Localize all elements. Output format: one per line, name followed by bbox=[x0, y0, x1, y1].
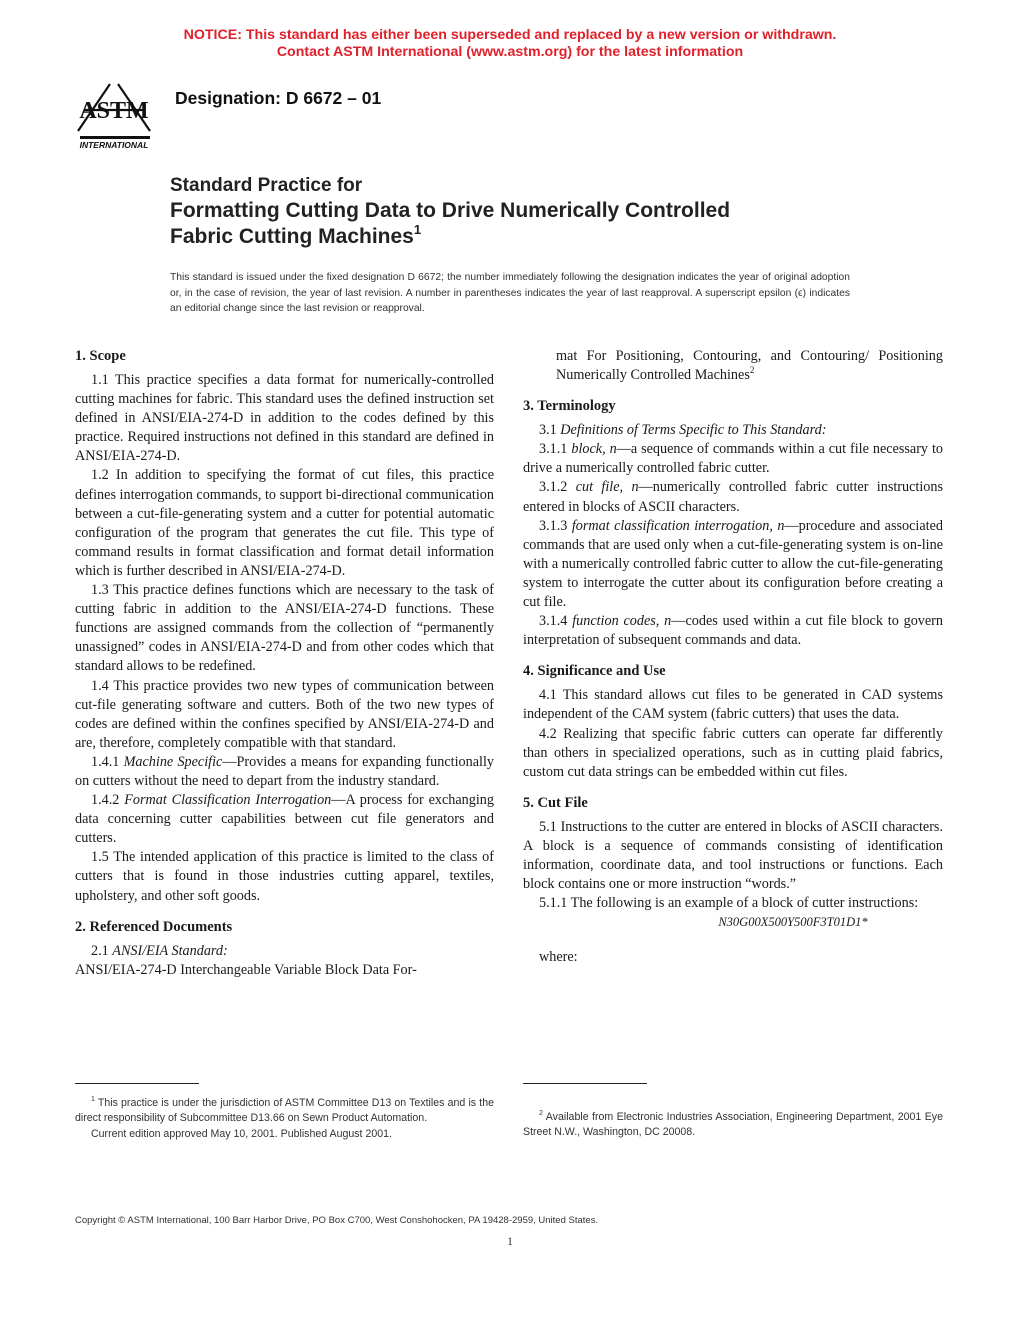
para-1-5: 1.5 The intended application of this practice is limited to the class of cutters that is found in those industries cutting apparel, textiles, upholstery, and other soft goods. bbox=[75, 849, 494, 904]
para-1-2: 1.2 In addition to specifying the format of cut files, this practice defines interrogation commands, to support bi-directional communication between a cut-file-generating system and a cutter for potential automatic configuration of the program that generates the cut file. This type of command results in format classification and format detail information which is further described in ANSI/EIA-274-D. bbox=[75, 467, 494, 579]
para-1-4-1 bbox=[75, 753, 494, 791]
para-1-4: 1.4 This practice provides two new types of communication between cut-file generating software and cutters. Both of the two new types of codes are defined within the confines specified by ANSI/EIA-274-D and are, therefore, completely compatible with that standard. bbox=[75, 677, 494, 751]
para-1-4-2 bbox=[75, 791, 494, 848]
para-3-1-4-term: function codes, n bbox=[572, 613, 672, 630]
ref-continuation bbox=[523, 347, 943, 385]
para-3-1-1-term: block, n bbox=[571, 441, 617, 458]
footnote-rule-right bbox=[523, 1083, 647, 1084]
para-3-1-4 bbox=[523, 612, 943, 650]
astm-logo bbox=[66, 76, 162, 152]
right-column bbox=[523, 347, 943, 967]
para-4-1: 4.1 This standard allows cut files to be generated in CAD systems independent of the CAM system (fabric cutters) that uses the data. bbox=[523, 687, 943, 723]
document-title bbox=[170, 174, 930, 250]
para-3-1-3-term: format classification interrogation, n bbox=[571, 517, 785, 534]
para-3-1-num: 3.1 bbox=[539, 422, 557, 439]
para-3-1-4-text: —codes used within a cut file block to govern interpretation of subsequent commands and data. bbox=[523, 613, 943, 649]
para-2-1-term: ANSI/EIA Standard: bbox=[112, 942, 228, 959]
para-1-4-2-num: 1.4.2 bbox=[91, 792, 120, 809]
para-4-2: 4.2 Realizing that specific fabric cutters can operate far differently than others in specialized operations, such as in cutting plaid fabrics, custom cut data strings can be embedded within cut files. bbox=[523, 725, 943, 780]
title-line-2: Formatting Cutting Data to Drive Numerically Controlled bbox=[170, 199, 731, 222]
logo-text: ASTM bbox=[79, 98, 149, 124]
footnote-1-mark: 1 bbox=[91, 1096, 95, 1103]
para-3-1-term: Definitions of Terms Specific to This Standard: bbox=[560, 422, 827, 439]
ref-ansi-eia-274-d: ANSI/EIA-274-D Interchangeable Variable Block Data For- bbox=[75, 961, 417, 978]
para-1-4-1-text: —Provides a means for expanding functionally on cutters without the need to depart from the industry standard. bbox=[75, 753, 495, 789]
title-line-1: Standard Practice for bbox=[170, 175, 363, 196]
footnote-1-edition: Current edition approved May 10, 2001. Published August 2001. bbox=[91, 1127, 392, 1140]
title-line-3 bbox=[170, 224, 930, 250]
section-2-heading: 2. Referenced Documents bbox=[75, 918, 233, 935]
para-1-4-1-num: 1.4.1 bbox=[91, 753, 120, 770]
para-3-1-3-num: 3.1.3 bbox=[539, 517, 568, 534]
withdrawal-notice bbox=[0, 27, 1020, 61]
para-1-4-1-term: Machine Specific bbox=[123, 753, 223, 770]
section-1-heading: 1. Scope bbox=[75, 348, 126, 364]
para-1-1: 1.1 This practice specifies a data format for numerically-controlled cutting machines for fabric. This standard uses the defined instruction set defined in ANSI/EIA-274-D in addition to the codes defined by this practice. Required instructions not defined in this standard are defined in ANSI/EIA-274-D. bbox=[75, 372, 494, 465]
where-label: where: bbox=[539, 949, 578, 966]
para-1-4-2-term: Format Classification Interrogation bbox=[124, 792, 332, 809]
section-3-heading: 3. Terminology bbox=[523, 398, 616, 415]
para-3-1-3 bbox=[523, 517, 943, 612]
footnote-2-mark: 2 bbox=[539, 1110, 543, 1117]
title-line-3-text: Fabric Cutting Machines bbox=[170, 225, 414, 248]
footnote-1 bbox=[75, 1096, 494, 1142]
notice-line-1: NOTICE: This standard has either been superseded and replaced by a new version or withdrawn. bbox=[183, 27, 837, 43]
para-3-1-1 bbox=[523, 440, 943, 478]
issue-note: This standard is issued under the fixed designation D 6672; the number immediately following the designation indicates the year of original adoption or, in the case of revision, the year of last revision. A number in parentheses indicates the year of last reapproval. A superscript epsilon (ϵ) indicates an editorial change since the last revision or reapproval. bbox=[170, 272, 850, 314]
footnote-rule-left bbox=[75, 1083, 199, 1084]
para-2-1-num: 2.1 bbox=[91, 942, 109, 959]
para-3-1-2-term: cut file, n bbox=[575, 479, 639, 496]
logo-subtext: INTERNATIONAL bbox=[79, 140, 149, 150]
para-3-1 bbox=[523, 421, 943, 440]
para-3-1-1-num: 3.1.1 bbox=[539, 441, 568, 458]
ref-footnote-mark: 2 bbox=[749, 365, 755, 376]
para-1-3: 1.3 This practice defines functions which are necessary to the task of cutting fabric in addition to the ANSI/EIA-274-D functions. These functions are assigned commands from the collection of “permanently unassigned” codes in ANSI/EIA-274-D and from other codes which that standard allows to be redefined. bbox=[75, 582, 494, 675]
para-3-1-2-text: —numerically controlled fabric cutter instructions entered in blocks of ASCII characters. bbox=[523, 479, 944, 515]
section-5-heading: 5. Cut File bbox=[523, 794, 588, 811]
example-code-block: N30G00X500Y500F3T01D1* bbox=[718, 915, 868, 930]
designation: Designation: D 6672 – 01 bbox=[175, 88, 382, 108]
title-footnote-mark: 1 bbox=[413, 222, 422, 237]
para-3-1-3-text: —procedure and associated commands that are used only when a cut-file-generating system is on-line with a numerically controlled fabric cutter to allow the cut-file-generating system to interrogate the cutter about its configuration before creating a cut file. bbox=[523, 517, 943, 611]
ref-continuation-text: mat For Positioning, Contouring, and Contouring/ Positioning Numerically Controlled Machines bbox=[556, 348, 943, 384]
para-5-1: 5.1 Instructions to the cutter are entered in blocks of ASCII characters. A block is a sequence of commands consisting of identification information, coordinate data, and tool instructions or functions. Each block contains one or more instruction “words.” bbox=[523, 818, 943, 893]
page-number: 1 bbox=[507, 1234, 513, 1248]
copyright-line: Copyright © ASTM International, 100 Barr Harbor Drive, PO Box C700, West Conshohocken, PA 19428-2959, United States. bbox=[75, 1215, 599, 1226]
para-1-4-2-text: —A process for exchanging data concerning cutter capabilities between cut file generators and cutters. bbox=[75, 792, 494, 847]
notice-line-2: Contact ASTM International (www.astm.org) for the latest information bbox=[276, 44, 744, 60]
footnote-2 bbox=[523, 1110, 943, 1141]
footnote-2-text: Available from Electronic Industries Association, Engineering Department, 2001 Eye Street N.W., Washington, DC 20008. bbox=[523, 1111, 943, 1139]
para-3-1-1-text: —a sequence of commands within a cut file necessary to drive a numerically controlled fabric cutter. bbox=[523, 441, 944, 477]
left-column bbox=[75, 347, 494, 980]
para-5-1-1: 5.1.1 The following is an example of a block of cutter instructions: bbox=[539, 895, 919, 912]
para-3-1-2 bbox=[523, 478, 943, 516]
para-3-1-2-num: 3.1.2 bbox=[539, 479, 568, 496]
para-2-1 bbox=[75, 942, 494, 961]
para-3-1-4-num: 3.1.4 bbox=[539, 613, 568, 630]
section-4-heading: 4. Significance and Use bbox=[523, 663, 666, 680]
footnote-1-text: This practice is under the jurisdiction of ASTM Committee D13 on Textiles and is the direct responsibility of Subcommittee D13.66 on Sewn Product Automation. bbox=[75, 1097, 494, 1125]
